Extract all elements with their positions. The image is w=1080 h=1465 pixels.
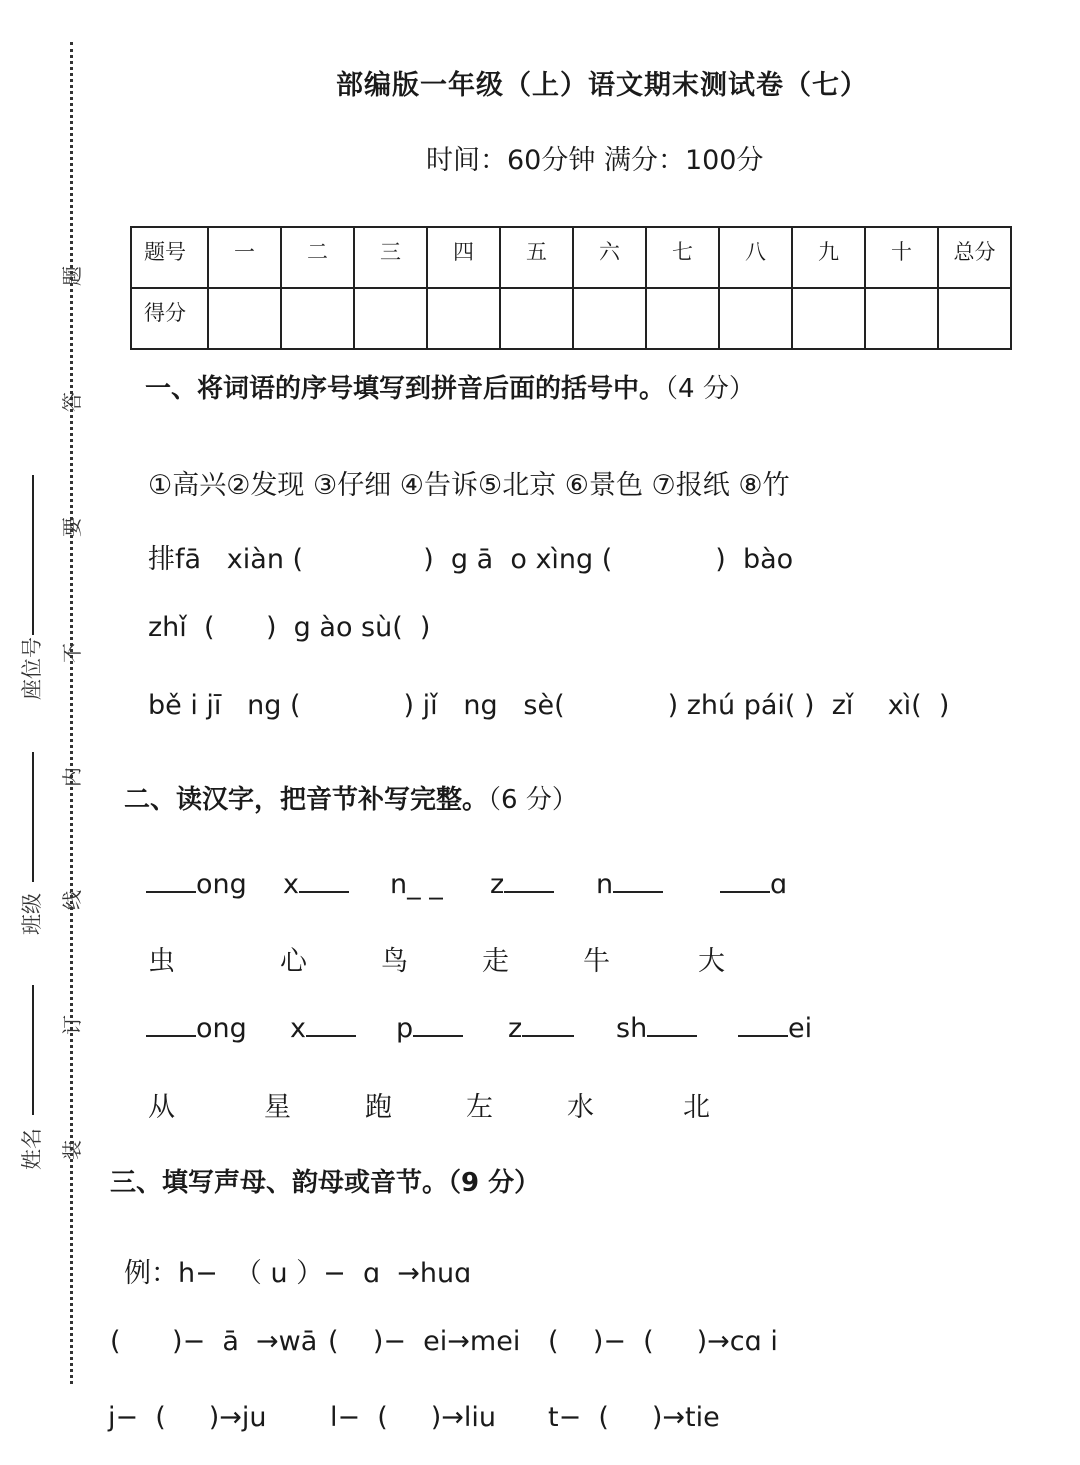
seat-blank-line bbox=[32, 475, 34, 635]
margin-char: 订 bbox=[60, 1015, 84, 1035]
syllable-item: z bbox=[508, 1013, 574, 1044]
section3-title: 三、填写声母、韵母或音节。 bbox=[110, 1168, 449, 1198]
margin-char: 答 bbox=[60, 392, 84, 412]
margin-char: 要 bbox=[60, 517, 84, 537]
table-cell: 九 bbox=[792, 227, 865, 288]
hanzi-char: 左 bbox=[466, 1092, 493, 1123]
margin-char: 题 bbox=[60, 266, 84, 286]
table-cell: 三 bbox=[354, 227, 427, 288]
hanzi-char: 走 bbox=[482, 946, 509, 977]
syllable-item: ei bbox=[738, 1013, 812, 1044]
table-cell: 八 bbox=[719, 227, 792, 288]
section1-points: （4 分） bbox=[665, 374, 755, 404]
answer-blank[interactable] bbox=[504, 869, 554, 893]
table-cell: 四 bbox=[427, 227, 500, 288]
score-input-cell[interactable] bbox=[427, 288, 500, 349]
hanzi-char: 心 bbox=[280, 946, 307, 977]
seat-label: 座位号 bbox=[20, 637, 44, 700]
section3-item: l− ( )→liu bbox=[330, 1402, 497, 1433]
class-blank-line bbox=[32, 752, 34, 882]
hanzi-char: 鸟 bbox=[381, 946, 408, 977]
section1-line3: bě i jī ng ( ) jǐ ng sè( ) zhú pái( ) zǐ xì( ) bbox=[148, 690, 950, 721]
answer-blank[interactable] bbox=[299, 869, 349, 893]
syllable-item: sh bbox=[616, 1013, 697, 1044]
table-cell: 二 bbox=[281, 227, 354, 288]
hanzi-char: 跑 bbox=[365, 1092, 392, 1123]
answer-blank[interactable] bbox=[738, 1013, 788, 1037]
score-input-cell[interactable] bbox=[646, 288, 719, 349]
hanzi-char: 星 bbox=[264, 1092, 291, 1123]
table-cell: 五 bbox=[500, 227, 573, 288]
score-input-cell[interactable] bbox=[354, 288, 427, 349]
section3-item: j− ( )→ju bbox=[108, 1402, 267, 1433]
section2-title: 二、读汉字，把音节补写完整。 bbox=[124, 785, 489, 815]
section2-heading bbox=[124, 779, 578, 816]
hanzi-char: 虫 bbox=[148, 946, 175, 977]
section2-points: （6 分） bbox=[488, 785, 578, 815]
syllable-item: p bbox=[396, 1013, 463, 1044]
table-cell: 十 bbox=[865, 227, 938, 288]
answer-blank[interactable] bbox=[522, 1013, 574, 1037]
score-table bbox=[130, 226, 1012, 350]
page-title: 部编版一年级（上）语文期末测试卷（七） bbox=[336, 70, 868, 101]
syllable-item: n bbox=[596, 869, 663, 900]
table-cell: 七 bbox=[646, 227, 719, 288]
score-input-cell[interactable] bbox=[865, 288, 938, 349]
score-input-cell[interactable] bbox=[281, 288, 354, 349]
section1-heading bbox=[145, 368, 755, 405]
section3-heading bbox=[110, 1162, 540, 1199]
syllable-item: x bbox=[283, 869, 349, 900]
binding-dotted-line bbox=[70, 42, 73, 1384]
hanzi-char: 牛 bbox=[583, 946, 610, 977]
score-input-cell[interactable] bbox=[500, 288, 573, 349]
section3-item: t− ( )→tie bbox=[548, 1402, 720, 1433]
margin-char: 不 bbox=[60, 643, 84, 663]
syllable-item: z bbox=[490, 869, 554, 900]
score-input-cell[interactable] bbox=[208, 288, 281, 349]
margin-char: 内 bbox=[60, 767, 84, 787]
syllable-item: ong bbox=[146, 1013, 247, 1044]
section3-item: ( )− ei→mei bbox=[328, 1326, 521, 1357]
score-label-cell: 得分 bbox=[131, 288, 208, 349]
syllable-item: n_ _ bbox=[390, 869, 443, 900]
score-input-cell[interactable] bbox=[719, 288, 792, 349]
section3-item: ( )− ( )→cɑ i bbox=[548, 1326, 778, 1357]
answer-blank[interactable] bbox=[720, 869, 770, 893]
syllable-item: ɑ bbox=[720, 869, 787, 900]
table-row bbox=[131, 288, 1011, 349]
syllable-item: x bbox=[290, 1013, 356, 1044]
answer-blank[interactable] bbox=[146, 869, 196, 893]
section1-title: 一、将词语的序号填写到拼音后面的括号中。 bbox=[145, 374, 666, 404]
table-cell: 六 bbox=[573, 227, 646, 288]
answer-blank[interactable] bbox=[306, 1013, 356, 1037]
table-row bbox=[131, 227, 1011, 288]
score-input-cell[interactable] bbox=[792, 288, 865, 349]
syllable-item: ong bbox=[146, 869, 247, 900]
section3-example: 例：h− （ u ）− ɑ →huɑ bbox=[124, 1258, 472, 1289]
answer-blank[interactable] bbox=[613, 869, 663, 893]
hanzi-char: 北 bbox=[683, 1092, 710, 1123]
table-cell-label: 题号 bbox=[131, 227, 208, 288]
section3-points: （9 分） bbox=[448, 1168, 541, 1198]
table-cell: 一 bbox=[208, 227, 281, 288]
score-input-cell[interactable] bbox=[938, 288, 1011, 349]
hanzi-char: 从 bbox=[148, 1092, 175, 1123]
section1-line2: zhǐ ( ) g ào sù( ) bbox=[148, 612, 431, 643]
section1-line1: 排fā xiàn ( ) g ā o xìng ( ) bào bbox=[148, 544, 794, 575]
hanzi-char: 大 bbox=[698, 946, 725, 977]
score-input-cell[interactable] bbox=[573, 288, 646, 349]
margin-char: 装 bbox=[60, 1140, 84, 1160]
class-label: 班级 bbox=[20, 893, 44, 935]
table-cell: 总分 bbox=[938, 227, 1011, 288]
section1-word-list: ①高兴②发现 ③仔细 ④告诉⑤北京 ⑥景色 ⑦报纸 ⑧竹 bbox=[148, 470, 790, 501]
exam-time-score: 时间：60分钟 满分：100分 bbox=[426, 145, 764, 176]
hanzi-char: 水 bbox=[567, 1092, 594, 1123]
answer-blank[interactable] bbox=[146, 1013, 196, 1037]
name-label: 姓名 bbox=[20, 1128, 44, 1170]
section3-item: ( )− ā →wā bbox=[110, 1326, 318, 1357]
answer-blank[interactable] bbox=[413, 1013, 463, 1037]
margin-char: 线 bbox=[60, 890, 84, 910]
answer-blank[interactable] bbox=[647, 1013, 697, 1037]
name-blank-line bbox=[32, 985, 34, 1115]
